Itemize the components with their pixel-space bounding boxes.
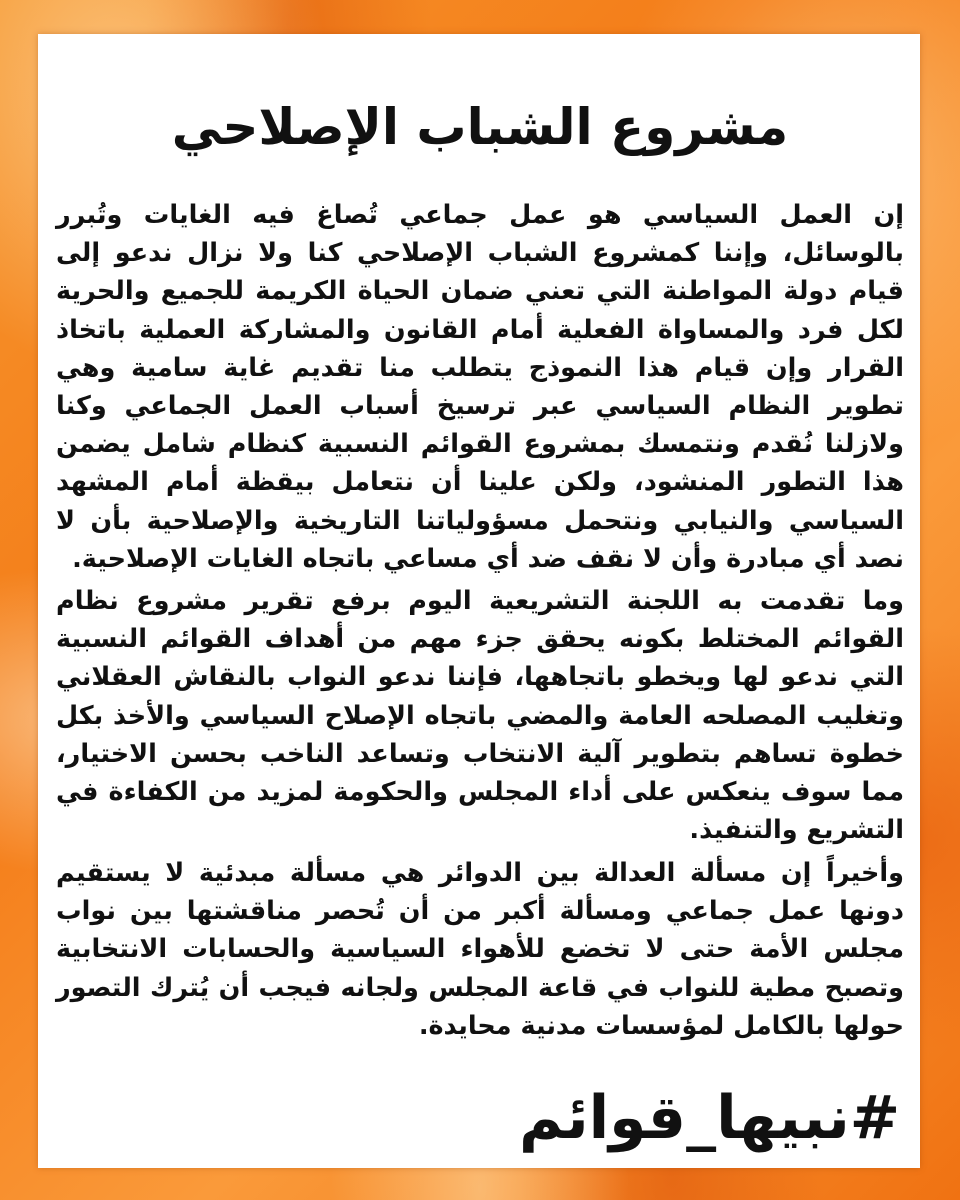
page-title: مشروع الشباب الإصلاحي <box>171 98 789 156</box>
paragraph-intro: إن العمل السياسي هو عمل جماعي تُصاغ فيه الغايات وتُبرر بالوسائل، وإننا كمشروع الشباب الإصلاحي كنا ولا نزال ندعو إلى قيام دولة المواطنة التي تعني ضمان الحياة الكريمة للجميع والحرية لكل فرد والمساواة الفعلية أمام القانون والمشاركة العملية باتخاذ القرار وإن قيام هذا النموذج يتطلب منا تقديم غاية سامية وهي تطوير النظام السياسي عبر ترسيخ أسباب العمل الجماعي وكنا ولازلنا نُقدم ونتمسك بمشروع القوائم النسبية كنظام شامل يضمن هذا التطور المنشود، ولكن علينا أن نتعامل بيقظة أمام المشهد السياسي والنيابي ونتحمل مسؤولياتنا التاريخية والإصلاحية بأن لا نصد أي مبادرة وأن لا نقف ضد أي مساعي باتجاه الغايات الإصلاحية. <box>56 200 904 574</box>
paragraph-conclusion: وأخيراً إن مسألة العدالة بين الدوائر هي مسألة مبدئية لا يستقيم دونها عمل جماعي ومسألة أكبر من أن تُحصر مناقشتها بين نواب مجلس الأمة حتى لا تخضع للأهواء السياسية والحسابات الانتخابية وتصبح مطية للنواب في قاعة المجلس ولجانه فيجب أن يُترك التصور حولها بالكامل لمؤسسات مدنية محايدة. <box>56 858 904 1041</box>
paragraph-legislative-committee: وما تقدمت به اللجنة التشريعية اليوم برفع تقرير مشروع نظام القوائم المختلط بكونه يحقق جزء مهم من أهداف القوائم النسبية التي ندعو لها ويخطو باتجاهها، فإننا ندعو النواب بالنقاش العقلاني وتغليب المصلحه العامة والمضي باتجاه الإصلاح السياسي والأخذ بكل خطوة تساهم بتطوير آلية الانتخاب وتساعد الناخب بحسن الاختيار، مما سوف ينعكس على أداء المجلس والحكومة لمزيد من الكفاءة في التشريع والتنفيذ. <box>56 586 904 846</box>
hashtag: #نبيها_قوائم <box>519 1083 900 1153</box>
